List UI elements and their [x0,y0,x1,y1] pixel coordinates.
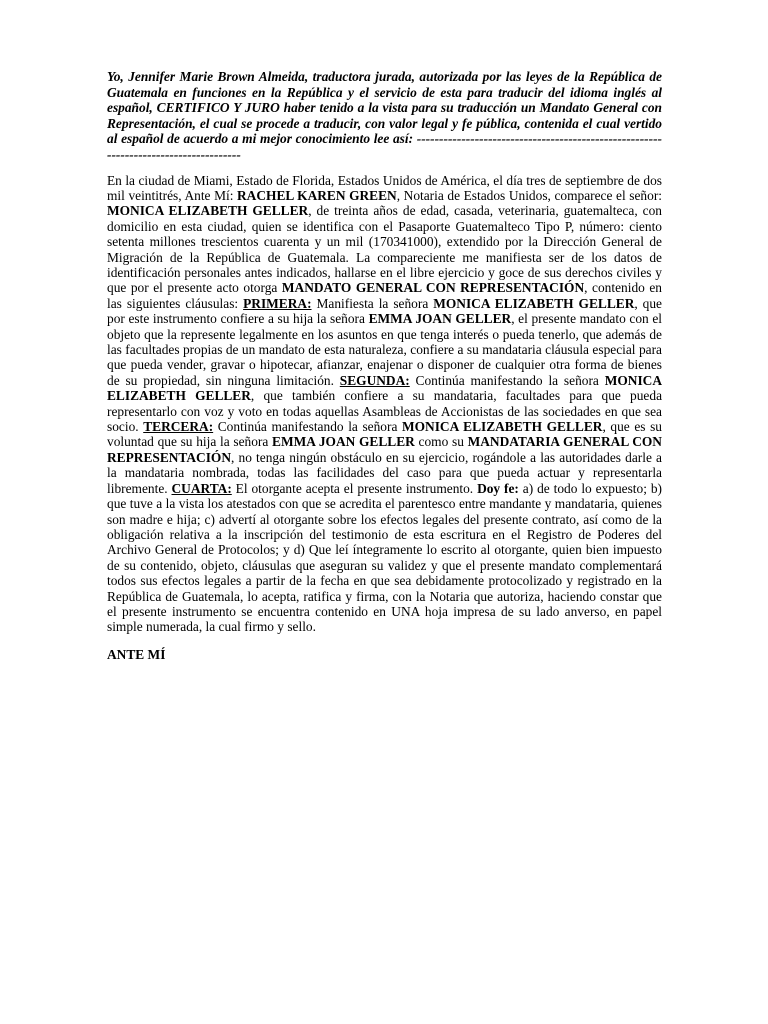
body-text-run: , Notaria de Estados Unidos, comparece el señor: [396,187,663,203]
body-text-run: , no tenga ningún obstáculo en su ejercicio, rogándole a las autoridades darle a la mandataria nombrada, todas las facilidades del caso para que pueda actuar y representarla libremente. [107,449,662,496]
body-text-run: , que es su voluntad que su hija la señora [107,419,662,450]
bold-name-text: Doy fe: [477,480,519,496]
ante-mi-closing: ANTE MÍ [107,646,166,662]
body-text-run: Continúa manifestando la señora [409,372,605,388]
document-page [107,69,662,662]
body-text-run: , que por este instrumento confiere a su hija la señora [107,295,662,327]
body-text-run: El otorgante acepta el presente instrumento. [231,480,478,496]
bold-name-text: RACHEL KAREN GREEN [237,187,397,203]
clause-heading: CUARTA: [171,480,232,496]
body-text-run: , de treinta años de edad, casada, veterinaria, guatemalteca, con domicilio en esta ciudad, quien se identifica con el Pasaporte Guatemalteco Tipo P, número: ciento setenta millones trescientos cuarenta y un mil (170341000), extendido por la Dirección General de Migración de la República de Guatemala. La compareciente me manifiesta ser de los datos de identificación personales antes indicados, hallarse en el libre ejercicio y goce de sus derechos civiles y que por el presente acto otorga [107,203,662,296]
bold-name-text: EMMA JOAN GELLER [272,434,415,450]
body-text-run: , que también confiere a su mandataria, facultades para que pueda representarlo con voz y voto en todas aquellas Asambleas de Accionistas de las sociedades en que sea socio. [107,388,663,435]
mandate-body-paragraph [107,173,662,635]
body-text-run: como su [414,434,468,450]
bold-name-text: EMMA JOAN GELLER [368,311,512,327]
bold-name-text: MANDATO GENERAL CON REPRESENTACIÓN [281,280,585,296]
bold-name-text: MONICA ELIZABETH GELLER [402,419,603,435]
body-text-run: , el presente mandato con el objeto que la represente legalmente en los asuntos en que tenga interés o pueda tenerlo, que además de las facultades propias de un mandato de esta naturaleza, confiere a su mandataria cláusula especial para que pueda vender, gravar o hipotecar, afianzar, enajenar o disponer de cualquier otra forma de bienes de su propiedad, sin ninguna limitación. [107,311,662,388]
clause-heading: TERCERA: [143,419,214,435]
body-text-run: Manifiesta la señora [311,295,434,311]
bold-name-text: MONICA ELIZABETH GELLER [107,372,662,404]
clause-heading: PRIMERA: [243,295,312,311]
bold-name-text: MONICA ELIZABETH GELLER [433,295,635,311]
body-text-run: a) de todo lo expuesto; b) que tuve a la vista los atestados con que se acredita el parentesco entre mandante y mandataria, quienes son madre e hija; c) advertí al otorgante sobre los efectos legales del presente contrato, así como de la obligación relativa a la inscripción del testimonio de esta escritura en el Registro de Poderes del Archivo General de Protocolos; y d) Que leí íntegramente lo escrito al otorgante, quien bien impuesto de su contenido, objeto, cláusulas que aseguran su validez y que el presente mandato complementará todos sus efectos legales a partir de la fecha en que sea debidamente protocolizado y registrado en la República de Guatemala, lo acepta, ratifica y firma, con la Notaria que autoriza, haciendo constar que el presente instrumento se encuentra contenido en UNA hoja impresa de su lado anverso, en papel simple numerada, la cual firmo y sello. [107,480,662,635]
body-text-run: Continúa manifestando la señora [213,419,402,435]
translator-certification-paragraph: Yo, Jennifer Marie Brown Almeida, traductora jurada, autorizada por las leyes de la República de Guatemala en funciones en la República y el servicio de esta para traducir del idioma inglés al español, CERTIFICO Y JURO haber tenido a la vista para su traducción un Mandato General con Representación, el cual se procede a traducir, con valor legal y fe pública, contenida el cual vertido al español de acuerdo a mi mejor conocimiento lee así: ------------------------------------------------------------------------------------- [107,69,662,162]
clause-heading: SEGUNDA: [339,372,410,388]
body-text-run: En la ciudad de Miami, Estado de Florida, Estados Unidos de América, el día tres de septiembre de dos mil veintitrés, Ante Mí: [107,172,662,203]
body-text-run: , contenido en las siguientes cláusulas: [107,280,662,311]
bold-name-text: MONICA ELIZABETH GELLER [107,203,309,219]
bold-name-text: MANDATARIA GENERAL CON REPRESENTACIÓN [107,434,662,465]
